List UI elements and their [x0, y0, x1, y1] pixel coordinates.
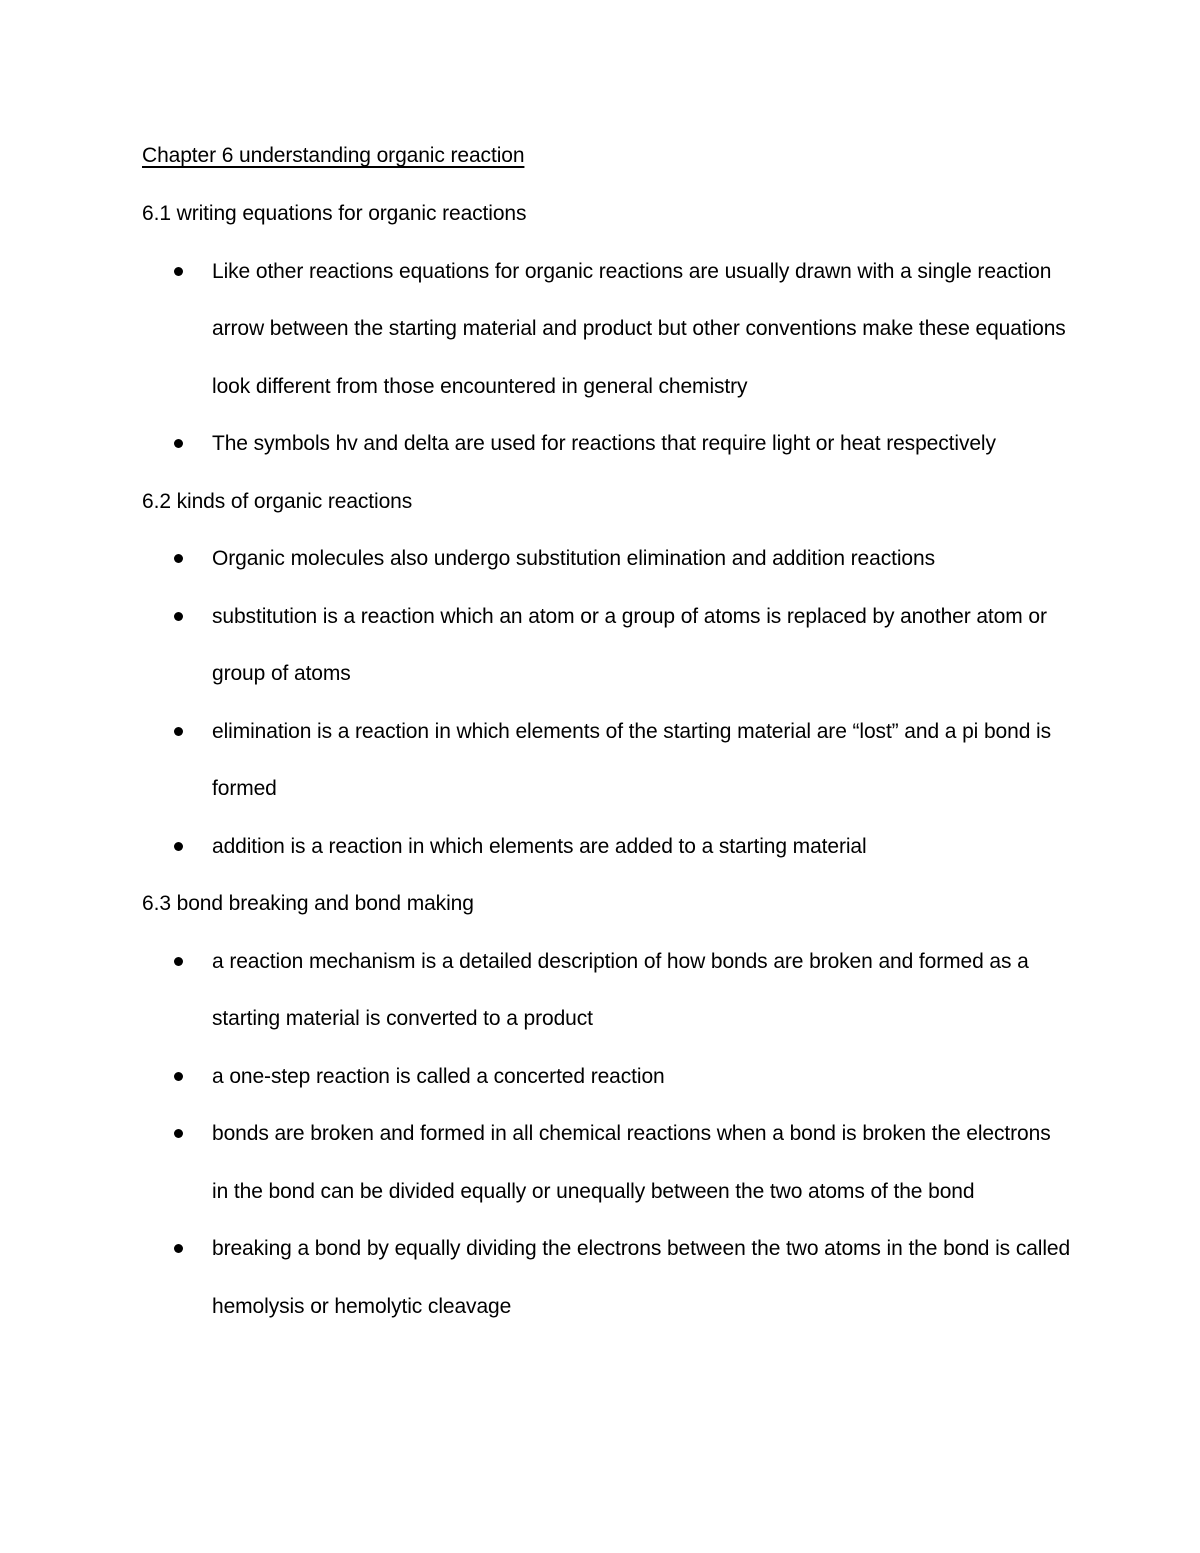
bullet-item	[142, 1220, 1072, 1335]
bullet-text: a reaction mechanism is a detailed description of how bonds are broken and formed as a starting material is converted to a product	[212, 949, 1029, 1030]
page-title: Chapter 6 understanding organic reaction	[142, 144, 525, 167]
bullet-text: bonds are broken and formed in all chemical reactions when a bond is broken the electrons in the bond can be divided equally or unequally between the two atoms of the bond	[212, 1122, 1051, 1203]
bullet-text: a one-step reaction is called a concerted reaction	[212, 1064, 665, 1088]
document-body	[142, 140, 1072, 1335]
bullet-item	[142, 415, 1072, 473]
section-heading: 6.1 writing equations for organic reactions	[142, 202, 527, 225]
bullet-item	[142, 243, 1072, 416]
bullet-item	[142, 530, 1072, 588]
bullet-item	[142, 933, 1072, 1048]
section-6-2	[142, 473, 1072, 876]
bullet-item	[142, 1048, 1072, 1106]
bullet-item	[142, 703, 1072, 818]
bullet-point-icon	[174, 957, 183, 966]
bullet-item	[142, 818, 1072, 876]
bullet-item	[142, 1105, 1072, 1220]
section-heading: 6.2 kinds of organic reactions	[142, 489, 413, 513]
section-heading: 6.3 bond breaking and bond making	[142, 892, 474, 915]
bullet-point-icon	[174, 612, 183, 621]
bullet-list	[142, 530, 1072, 875]
bullet-point-icon	[174, 842, 183, 851]
bullet-text: Like other reactions equations for organic reactions are usually drawn with a single reaction arrow between the starting material and product but other conventions make these equations look different from those encountered in general chemistry	[212, 259, 1066, 398]
bullet-text: substitution is a reaction which an atom or a group of atoms is replaced by another atom or group of atoms	[212, 604, 1047, 685]
bullet-text: addition is a reaction in which elements are added to a starting material	[212, 834, 867, 858]
bullet-text: The symbols hv and delta are used for reactions that require light or heat respectively	[212, 432, 996, 455]
bullet-text: elimination is a reaction in which elements of the starting material are “lost” and a pi bond is formed	[212, 719, 1051, 800]
bullet-point-icon	[174, 554, 183, 563]
bullet-point-icon	[174, 727, 183, 736]
bullet-point-icon	[174, 267, 183, 276]
section-6-3	[142, 875, 1072, 1335]
bullet-point-icon	[174, 1129, 183, 1138]
bullet-list	[142, 243, 1072, 473]
bullet-text: Organic molecules also undergo substitution elimination and addition reactions	[212, 547, 935, 570]
bullet-item	[142, 588, 1072, 703]
bullet-point-icon	[174, 1072, 183, 1081]
bullet-point-icon	[174, 1244, 183, 1253]
section-6-1	[142, 185, 1072, 473]
bullet-list	[142, 933, 1072, 1336]
bullet-text: breaking a bond by equally dividing the electrons between the two atoms in the bond is called hemolysis or hemolytic cleavage	[212, 1237, 1071, 1318]
bullet-point-icon	[174, 439, 183, 448]
